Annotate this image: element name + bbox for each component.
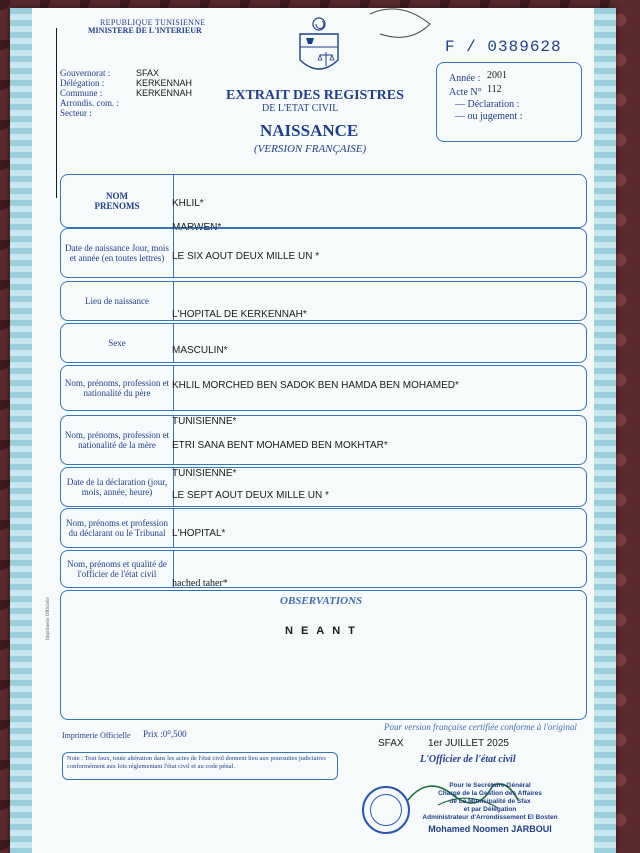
certification-text: Pour version française certifiée conforme à l'original [384, 722, 577, 732]
date-naissance-label [61, 229, 174, 277]
signature-line-1: Pour le Secrétaire Général [449, 782, 531, 789]
signature-line-3: de La Municipalité de Sfax [449, 798, 531, 805]
right-security-border [594, 8, 616, 853]
declarant-value: L'HOPITAL* [172, 528, 226, 539]
side-print-note: Imprimerie Officielle [46, 597, 51, 640]
lieu-naissance-label [61, 282, 174, 320]
arrondissement-label: Arrondis. com. : [60, 98, 119, 108]
sexe-label-text: Sexe [108, 338, 126, 348]
row-nom-prenoms [60, 174, 587, 228]
title-etat-civil: DE L'ETAT CIVIL [262, 103, 339, 114]
mere-nationalite-value: TUNISIENNE* [172, 468, 237, 479]
observations-box [60, 590, 587, 720]
imprimerie-label: Imprimerie Officielle [62, 731, 131, 740]
row-declarant [60, 508, 587, 548]
legal-note: Note : Tout faux, toute altération dans les actes de l'état civil donnent lieu aux poursuites judiciaires conformément aux lois réglementant l'état civil et au code pénal. [62, 752, 338, 780]
row-declaration [60, 467, 587, 507]
nom-label: NOM [106, 191, 128, 201]
annee-label: Année : [449, 73, 481, 84]
tunisia-emblem-icon [296, 16, 342, 82]
nom-prenoms-label [61, 175, 174, 227]
declarant-label-text: Nom, prénoms et profession du déclarant ou le Tribunal [66, 518, 168, 538]
title-naissance: NAISSANCE [260, 121, 359, 140]
observations-title: OBSERVATIONS [280, 595, 363, 607]
officier-title: L'Officier de l'état civil [420, 754, 516, 765]
row-officier [60, 550, 587, 588]
gouvernorat-value: SFAX [136, 68, 160, 78]
declaration-date-label-text: Date de la déclaration (jour, mois, année, heure) [66, 477, 168, 497]
pere-value: KHLIL MORCHED BEN SADOK BEN HAMDA BEN MOHAMED* [172, 380, 459, 391]
row-sexe [60, 323, 587, 363]
admin-info-block [60, 68, 193, 118]
commune-value: KERKENNAH [136, 88, 193, 98]
lieu-naissance-label-text: Lieu de naissance [85, 296, 149, 306]
signature-line-2: Chargé de la Gestion des Affaires [438, 790, 542, 797]
delegation-label: Délégation : [60, 78, 105, 88]
row-lieu-naissance [60, 281, 587, 321]
officier-label-text: Nom, prénoms et qualité de l'officier de l'état civil [67, 559, 167, 579]
officier-value: hached taher* [172, 578, 228, 589]
serial-number: F / 0389628 [445, 38, 562, 56]
annee-value: 2001 [487, 70, 507, 81]
date-value: 1er JUILLET 2025 [428, 738, 509, 749]
declaration-date-label [61, 468, 174, 506]
title-version: (VERSION FRANÇAISE) [254, 143, 367, 155]
sexe-label [61, 324, 174, 362]
sexe-value: MASCULIN* [172, 345, 228, 356]
signature-line-4: et par Délégation [463, 806, 517, 813]
secteur-label: Secteur : [60, 108, 92, 118]
observations-value: NEANT [285, 625, 363, 637]
acte-value: 112 [487, 84, 502, 95]
prenom-value: MARWEN* [172, 222, 222, 233]
lieu-value: SFAX [378, 738, 404, 749]
commune-label: Commune : [60, 88, 103, 98]
mere-value: ETRI SANA BENT MOHAMED BEN MOKHTAR* [172, 440, 388, 451]
signature-line-5: Administrateur d'Arrondissement El Bosten [422, 814, 558, 821]
signature-block [420, 782, 560, 834]
jugement-label: — ou jugement : [455, 111, 523, 122]
title-extrait: EXTRAIT DES REGISTRES [226, 88, 404, 103]
row-date-naissance [60, 228, 587, 278]
nom-value: KHLIL* [172, 198, 204, 209]
pen-scribble-mark [360, 4, 440, 54]
mere-label [61, 416, 174, 464]
pere-nationalite-value: TUNISIENNE* [172, 416, 237, 427]
date-naissance-value: LE SIX AOUT DEUX MILLE UN * [172, 251, 320, 262]
date-naissance-label-text: Date de naissance Jour, mois et année (en toutes lettres) [65, 243, 169, 263]
pere-label-text: Nom, prénoms, profession et nationalité du père [64, 378, 170, 398]
acte-info-box [436, 62, 582, 142]
pere-label [61, 366, 174, 410]
republique-label: REPUBLIQUE TUNISIENNE [100, 18, 206, 27]
acte-label: Acte N° [449, 87, 482, 98]
declaration-date-value: LE SEPT AOUT DEUX MILLE UN * [172, 490, 329, 501]
delegation-value: KERKENNAH [136, 78, 193, 88]
lieu-naissance-value: L'HOPITAL DE KERKENNAH* [172, 309, 307, 320]
signature-name: Mohamed Noomen JARBOUI [428, 824, 552, 834]
officier-label [61, 551, 174, 587]
ministere-label: MINISTERE DE L'INTERIEUR [88, 26, 202, 35]
declaration-label: — Déclaration : [455, 99, 520, 110]
header-divider-line [56, 28, 57, 198]
declarant-label [61, 509, 174, 547]
gouvernorat-label: Gouvernorat : [60, 68, 111, 78]
prix-label: Prix :0⁰,500 [143, 729, 187, 739]
left-security-border [10, 8, 32, 853]
prenoms-label: PRENOMS [94, 201, 140, 211]
mere-label-text: Nom, prénoms, profession et nationalité de la mère [64, 430, 170, 450]
